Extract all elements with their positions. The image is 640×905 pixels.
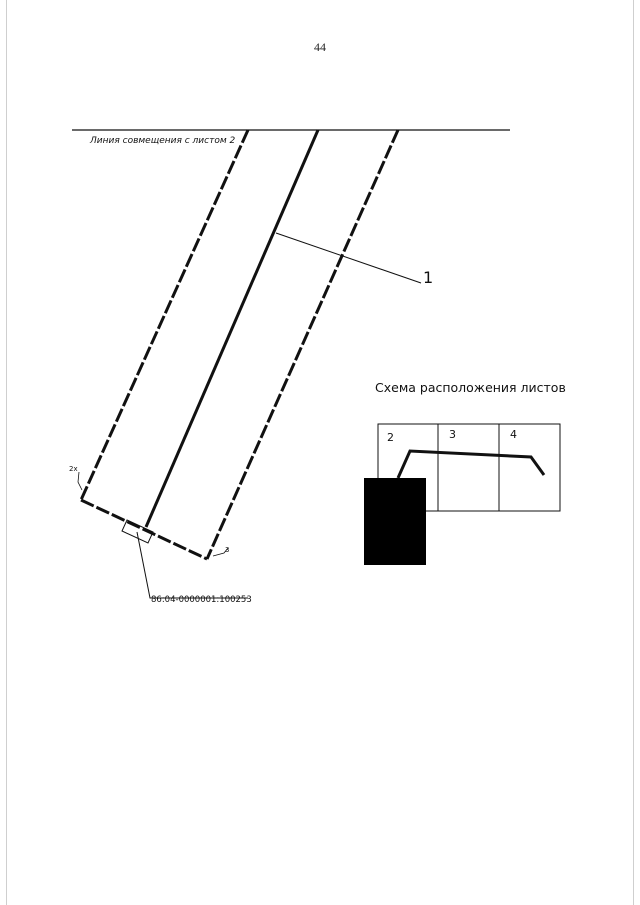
corner-label-left: 2х: [69, 465, 78, 473]
junction-line-label: Линия совмещения с листом 2: [90, 136, 236, 146]
sheet-cell-label-3: 3: [449, 428, 456, 441]
center-line: [146, 130, 318, 527]
sheet-cell-label-2: 2: [387, 431, 394, 444]
sheet-scheme-title: Схема расположения листов: [375, 380, 566, 395]
leader-label-1: 1: [423, 268, 434, 287]
cadastral-leader-line: [137, 532, 248, 598]
left-boundary-line: [81, 130, 248, 500]
cadastral-number-label: 86:04-0000001:100253: [151, 595, 252, 605]
bottom-boundary-line: [81, 500, 207, 559]
corner-mark-left: [78, 472, 82, 490]
sheet-scheme-route-line: [398, 451, 544, 478]
corner-label-right: 3: [225, 546, 230, 554]
sheet-cell-label-4: 4: [510, 428, 517, 441]
parcel-plan: [72, 130, 510, 598]
current-sheet-block: [364, 478, 426, 565]
page-number: 44: [314, 40, 326, 54]
